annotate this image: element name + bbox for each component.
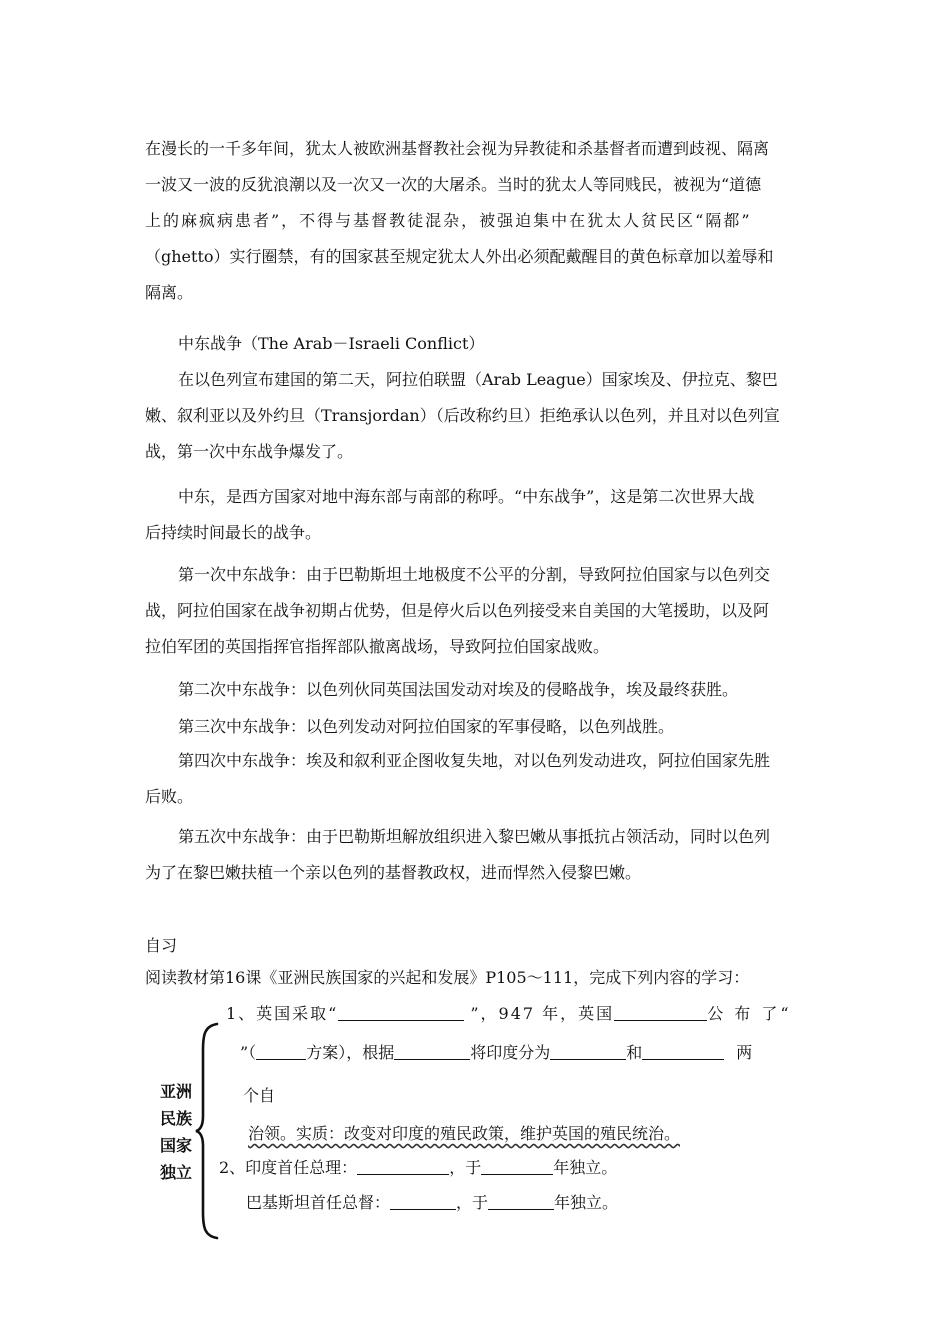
text-line: 为了在黎巴嫩扶植一个亲以色列的基督教政权，进而悍然入侵黎巴嫩。 [145, 863, 642, 882]
paragraph-first-war-start [145, 362, 810, 470]
topic-label-line: 民族 [159, 1109, 192, 1128]
answer-blank-plan[interactable] [256, 1043, 306, 1060]
paragraph-middle-east-definition [145, 479, 810, 551]
self-study-instruction: 阅读教材第16课《亚洲民族国家的兴起和发展》P105～111，完成下列内容的学习： [145, 968, 750, 987]
text-line: 上的麻疯病患者”，不得与基督教徒混杂，被强迫集中在犹太人贫民区“隔都” [145, 211, 752, 230]
paragraph-jewish-history [145, 131, 810, 311]
paragraph-second-war: 第二次中东战争：以色列伙同英国法国发动对埃及的侵略战争，埃及最终获胜。 [178, 680, 739, 699]
paragraph-fourth-war [145, 743, 810, 815]
text-line: 在以色列宣布建国的第二天，阿拉伯联盟（Arab League）国家埃及、伊拉克、黎巴 [178, 370, 778, 389]
text-line: 嫩、叙利亚以及外约旦（Transjordan）（后改称约旦）拒绝承认以色列，并且对以色列宣 [145, 406, 780, 425]
text-line: 战，阿拉伯国家在战争初期占优势，但是停火后以色列接受来自美国的大笔援助，以及阿 [145, 601, 770, 620]
text-line: 第一次中东战争：由于巴勒斯坦土地极度不公平的分割，导致阿拉伯国家与以色列交 [178, 565, 771, 584]
answer-blank-pakistan-year[interactable] [488, 1193, 554, 1210]
item2-line2: 巴基斯坦首任总督： ，于 年独立。 [246, 1193, 619, 1212]
answer-blank-country-a[interactable] [550, 1043, 626, 1060]
text-line: 第四次中东战争：埃及和叙利亚企图收复失地，对以色列发动进攻，阿拉伯国家先胜 [178, 751, 771, 770]
answer-blank-pakistan-gg[interactable] [390, 1193, 456, 1210]
text-line: 中东，是西方国家对地中海东部与南部的称呼。“中东战争”，这是第二次世界大战 [178, 487, 755, 506]
text-line: 后败。 [145, 787, 194, 806]
section-heading: 中东战争（The Arab－Israeli Conflict） [178, 334, 485, 353]
paragraph-third-war: 第三次中东战争：以色列发动对阿拉伯国家的军事侵略，以色列战胜。 [178, 717, 675, 736]
item1-line3: 个自 [243, 1086, 276, 1105]
answer-blank-basis[interactable] [394, 1043, 470, 1060]
topic-label-line: 国家 [159, 1136, 192, 1155]
text-line: 隔离。 [145, 283, 194, 302]
text-line: 拉伯军团的英国指挥官指挥部队撤离战场，导致阿拉伯国家战败。 [145, 637, 610, 656]
paragraph-fifth-war [145, 819, 810, 891]
topic-label-line: 独立 [159, 1163, 192, 1182]
self-study-heading: 自习 [145, 936, 178, 955]
item1-line1: 1、英国采取“ ”，947 年，英国 公 布 了“ [226, 1004, 792, 1023]
item1-line4: 治领。实质：改变对印度的殖民政策，维护英国的殖民统治。 [248, 1124, 681, 1143]
topic-label [150, 1078, 202, 1186]
text-line: 后持续时间最长的战争。 [145, 523, 322, 542]
item1-line2: ”（ 方案），根据 将印度分为 和 两 [240, 1043, 753, 1062]
text-line: 在漫长的一千多年间，犹太人被欧洲基督教社会视为异教徒和杀基督者而遭到歧视、隔离 [145, 139, 770, 158]
paragraph-first-war [145, 557, 810, 665]
text-line: 第五次中东战争：由于巴勒斯坦解放组织进入黎巴嫩从事抵抗占领活动，同时以色列 [178, 827, 771, 846]
answer-blank-india-pm[interactable] [357, 1158, 449, 1175]
topic-label-line: 亚洲 [159, 1082, 192, 1101]
answer-blank-date[interactable] [614, 1004, 707, 1021]
answer-blank-country-b[interactable] [642, 1043, 724, 1060]
text-line: 战，第一次中东战争爆发了。 [145, 442, 354, 461]
text-line: （ghetto）实行圈禁，有的国家甚至规定犹太人外出必须配戴醒目的黄色标章加以羞辱和 [145, 247, 774, 266]
answer-blank-india-year[interactable] [481, 1158, 553, 1175]
item2-line1: 2、印度首任总理： ，于 年独立。 [219, 1158, 618, 1177]
text-line: 一波又一波的反犹浪潮以及一次又一次的大屠杀。当时的犹太人等同贱民，被视为“道德 [145, 175, 762, 194]
answer-blank-policy[interactable] [338, 1004, 464, 1021]
